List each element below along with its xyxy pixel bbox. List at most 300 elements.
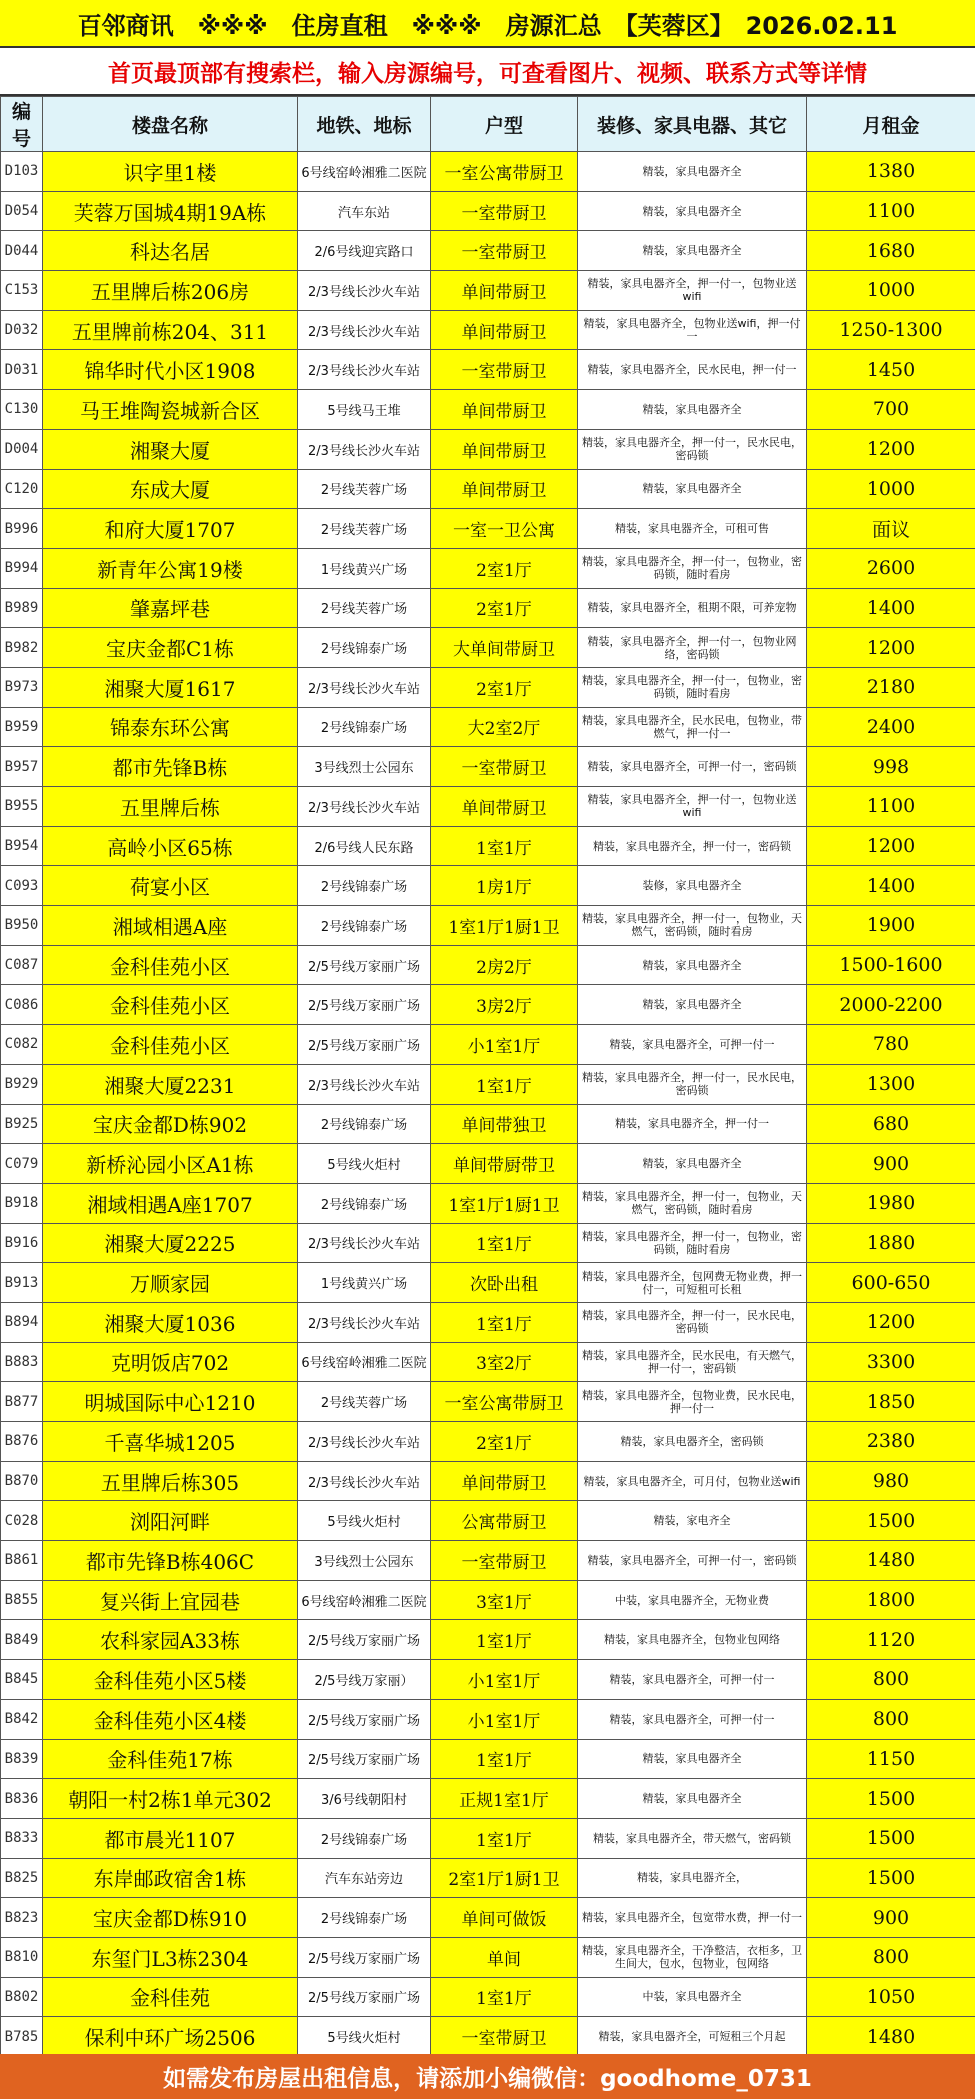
property-name: 东岸邮政宿舍1栋 — [43, 1858, 298, 1898]
metro-landmark: 2号线锦泰广场 — [298, 1898, 431, 1938]
listing-code: B861 — [1, 1541, 43, 1581]
property-name: 克明饭店702 — [43, 1342, 298, 1382]
table-row — [1, 1818, 975, 1858]
room-layout: 次卧出租 — [431, 1263, 578, 1303]
monthly-rent: 1050 — [807, 1977, 975, 2017]
listing-code: C086 — [1, 985, 43, 1025]
listing-code: B883 — [1, 1342, 43, 1382]
decoration-notes: 精装，家具电器齐全，包宽带水费，押一付一 — [578, 1898, 807, 1938]
listing-code: B825 — [1, 1858, 43, 1898]
decoration-notes: 精装，家具电器齐全 — [578, 390, 807, 430]
column-header-rent: 月租金 — [807, 97, 975, 152]
property-name: 农科家园A33栋 — [43, 1620, 298, 1660]
monthly-rent: 2000-2200 — [807, 985, 975, 1025]
metro-landmark: 2/5号线万家丽） — [298, 1660, 431, 1700]
listing-code: B913 — [1, 1263, 43, 1303]
property-name: 金科佳苑小区4楼 — [43, 1699, 298, 1739]
room-layout: 一室一卫公寓 — [431, 509, 578, 549]
monthly-rent: 1200 — [807, 429, 975, 469]
monthly-rent: 1480 — [807, 2017, 975, 2057]
monthly-rent: 680 — [807, 1104, 975, 1144]
property-name: 五里牌后栋 — [43, 787, 298, 827]
decoration-notes: 中装，家具电器齐全 — [578, 1977, 807, 2017]
decoration-notes: 精装，家具电器齐全 — [578, 231, 807, 271]
room-layout: 单间带厨卫 — [431, 390, 578, 430]
monthly-rent: 1120 — [807, 1620, 975, 1660]
monthly-rent: 2400 — [807, 707, 975, 747]
room-layout: 3室2厅 — [431, 1342, 578, 1382]
decoration-notes: 精装，家具电器齐全 — [578, 985, 807, 1025]
room-layout: 一室公寓带厨卫 — [431, 1382, 578, 1422]
table-row — [1, 1937, 975, 1977]
monthly-rent: 1680 — [807, 231, 975, 271]
room-layout: 单间带厨卫 — [431, 1461, 578, 1501]
property-name: 肇嘉坪巷 — [43, 588, 298, 628]
decoration-notes: 精装，家具电器齐全，押一付一，密码锁 — [578, 826, 807, 866]
property-name: 马王堆陶瓷城新合区 — [43, 390, 298, 430]
property-name: 东玺门L3栋2304 — [43, 1937, 298, 1977]
room-layout: 1室1厅1厨1卫 — [431, 1183, 578, 1223]
listing-code: B916 — [1, 1223, 43, 1263]
property-name: 浏阳河畔 — [43, 1501, 298, 1541]
room-layout: 一室公寓带厨卫 — [431, 152, 578, 192]
table-row — [1, 152, 975, 192]
monthly-rent: 2380 — [807, 1422, 975, 1462]
property-name: 千喜华城1205 — [43, 1422, 298, 1462]
listing-code: B785 — [1, 2017, 43, 2057]
monthly-rent: 1000 — [807, 271, 975, 311]
room-layout: 大2室2厅 — [431, 707, 578, 747]
table-row — [1, 1580, 975, 1620]
room-layout: 一室带厨卫 — [431, 231, 578, 271]
listing-code: C153 — [1, 271, 43, 311]
decoration-notes: 精装，家具电器齐全，民水民电，有天燃气，押一付一，密码锁 — [578, 1342, 807, 1382]
listing-code: B929 — [1, 1064, 43, 1104]
listings-table — [0, 96, 975, 2057]
decoration-notes: 精装，家具电器齐全 — [578, 1739, 807, 1779]
metro-landmark: 2/3号线长沙火车站 — [298, 271, 431, 311]
metro-landmark: 2号线锦泰广场 — [298, 628, 431, 668]
metro-landmark: 2/5号线万家丽广场 — [298, 1620, 431, 1660]
metro-landmark: 2/3号线长沙火车站 — [298, 1422, 431, 1462]
room-layout: 单间带厨卫 — [431, 310, 578, 350]
monthly-rent: 1450 — [807, 350, 975, 390]
room-layout: 2房2厅 — [431, 945, 578, 985]
listing-code: D054 — [1, 191, 43, 231]
decoration-notes: 精装，家具电器齐全，包物业送wifi，押一付一 — [578, 310, 807, 350]
room-layout: 1室1厅 — [431, 1064, 578, 1104]
table-row — [1, 1342, 975, 1382]
decoration-notes: 精装，家具电器齐全，押一付一，民水民电，密码锁 — [578, 1302, 807, 1342]
listing-code: B925 — [1, 1104, 43, 1144]
decoration-notes: 精装，家具电器齐全，民水民电，押一付一 — [578, 350, 807, 390]
monthly-rent: 1480 — [807, 1541, 975, 1581]
decoration-notes: 精装，家具电器齐全，押一付一，包物业送wifi — [578, 787, 807, 827]
decoration-notes: 精装，家具电器齐全，押一付一，包物业网络，密码锁 — [578, 628, 807, 668]
property-name: 芙蓉万国城4期19A栋 — [43, 191, 298, 231]
metro-landmark: 5号线马王堆 — [298, 390, 431, 430]
property-name: 复兴街上宜园巷 — [43, 1580, 298, 1620]
metro-landmark: 2号线锦泰广场 — [298, 1183, 431, 1223]
room-layout: 公寓带厨卫 — [431, 1501, 578, 1541]
property-name: 东成大厦 — [43, 469, 298, 509]
room-layout: 1室1厅 — [431, 826, 578, 866]
metro-landmark: 2/5号线万家丽广场 — [298, 945, 431, 985]
property-name: 金科佳苑小区 — [43, 945, 298, 985]
table-row — [1, 469, 975, 509]
table-header-row — [1, 97, 975, 152]
decoration-notes: 精装，家具电器齐全，押一付一，民水民电，密码锁 — [578, 1064, 807, 1104]
table-row — [1, 548, 975, 588]
metro-landmark: 2/3号线长沙火车站 — [298, 1302, 431, 1342]
table-row — [1, 1302, 975, 1342]
room-layout: 一室带厨卫 — [431, 350, 578, 390]
metro-landmark: 2/3号线长沙火车站 — [298, 787, 431, 827]
monthly-rent: 2180 — [807, 667, 975, 707]
monthly-rent: 1200 — [807, 826, 975, 866]
table-row — [1, 2017, 975, 2057]
property-name: 五里牌前栋204、311 — [43, 310, 298, 350]
property-name: 金科佳苑小区 — [43, 1025, 298, 1065]
monthly-rent: 1500 — [807, 1818, 975, 1858]
room-layout: 小1室1厅 — [431, 1025, 578, 1065]
property-name: 湘聚大厦 — [43, 429, 298, 469]
decoration-notes: 精装，家具电器齐全，干净整洁，衣柜多，卫生间大，包水，包物业，包网络 — [578, 1937, 807, 1977]
listing-code: D044 — [1, 231, 43, 271]
decoration-notes: 装修，家具电器齐全 — [578, 866, 807, 906]
monthly-rent: 700 — [807, 390, 975, 430]
metro-landmark: 2/3号线长沙火车站 — [298, 1064, 431, 1104]
room-layout: 单间带厨卫 — [431, 469, 578, 509]
property-name: 万顺家园 — [43, 1263, 298, 1303]
property-name: 识字里1楼 — [43, 152, 298, 192]
property-name: 朝阳一村2栋1单元302 — [43, 1779, 298, 1819]
metro-landmark: 2号线芙蓉广场 — [298, 509, 431, 549]
metro-landmark: 1号线黄兴广场 — [298, 548, 431, 588]
decoration-notes: 精装，家具电器齐全，押一付一，包物业，天燃气，密码锁，随时看房 — [578, 1183, 807, 1223]
monthly-rent: 1400 — [807, 866, 975, 906]
property-name: 湘聚大厦2231 — [43, 1064, 298, 1104]
column-header-code: 编号 — [1, 97, 43, 152]
property-name: 新青年公寓19楼 — [43, 548, 298, 588]
listing-code: B955 — [1, 787, 43, 827]
metro-landmark: 2号线芙蓉广场 — [298, 469, 431, 509]
table-row — [1, 1739, 975, 1779]
property-name: 宝庆金都D栋910 — [43, 1898, 298, 1938]
room-layout: 正规1室1厅 — [431, 1779, 578, 1819]
decoration-notes: 精装，家具电器齐全，民水民电，包物业，带燃气，押一付一 — [578, 707, 807, 747]
room-layout: 单间可做饭 — [431, 1898, 578, 1938]
property-name: 湘聚大厦1036 — [43, 1302, 298, 1342]
metro-landmark: 2号线锦泰广场 — [298, 1818, 431, 1858]
metro-landmark: 6号线窑岭湘雅二医院 — [298, 1580, 431, 1620]
listing-code: B802 — [1, 1977, 43, 2017]
monthly-rent: 1400 — [807, 588, 975, 628]
decoration-notes: 精装，家具电器齐全 — [578, 469, 807, 509]
room-layout: 2室1厅1厨1卫 — [431, 1858, 578, 1898]
metro-landmark: 2号线锦泰广场 — [298, 1104, 431, 1144]
metro-landmark: 3/6号线朝阳村 — [298, 1779, 431, 1819]
column-header-layout: 户型 — [431, 97, 578, 152]
room-layout: 1室1厅 — [431, 1739, 578, 1779]
property-name: 和府大厦1707 — [43, 509, 298, 549]
metro-landmark: 2/3号线长沙火车站 — [298, 1223, 431, 1263]
metro-landmark: 3号线烈士公园东 — [298, 1541, 431, 1581]
decoration-notes: 精装，家具电器齐全，包网费无物业费，押一付一，可短租可长租 — [578, 1263, 807, 1303]
room-layout: 3房2厅 — [431, 985, 578, 1025]
table-row — [1, 271, 975, 311]
room-layout: 小1室1厅 — [431, 1660, 578, 1700]
room-layout: 1室1厅 — [431, 1223, 578, 1263]
table-row — [1, 1422, 975, 1462]
column-header-location: 地铁、地标 — [298, 97, 431, 152]
property-name: 宝庆金都C1栋 — [43, 628, 298, 668]
metro-landmark: 2/6号线人民东路 — [298, 826, 431, 866]
table-row — [1, 1977, 975, 2017]
metro-landmark: 6号线窑岭湘雅二医院 — [298, 1342, 431, 1382]
table-row — [1, 667, 975, 707]
metro-landmark: 2/5号线万家丽广场 — [298, 1937, 431, 1977]
monthly-rent: 800 — [807, 1660, 975, 1700]
monthly-rent: 1200 — [807, 1302, 975, 1342]
column-header-name: 楼盘名称 — [43, 97, 298, 152]
monthly-rent: 998 — [807, 747, 975, 787]
metro-landmark: 2/5号线万家丽广场 — [298, 1699, 431, 1739]
table-row — [1, 1699, 975, 1739]
property-name: 都市先锋B栋406C — [43, 1541, 298, 1581]
listing-code: B870 — [1, 1461, 43, 1501]
metro-landmark: 2/5号线万家丽广场 — [298, 1025, 431, 1065]
property-name: 五里牌后栋305 — [43, 1461, 298, 1501]
contact-footer: 如需发布房屋出租信息，请添加小编微信：goodhome_0731 — [0, 2054, 975, 2099]
decoration-notes: 精装，家具电器齐全，可押一付一 — [578, 1025, 807, 1065]
property-name: 湘域相遇A座1707 — [43, 1183, 298, 1223]
property-name: 金科佳苑 — [43, 1977, 298, 2017]
listing-code: B996 — [1, 509, 43, 549]
table-row — [1, 509, 975, 549]
table-row — [1, 1025, 975, 1065]
monthly-rent: 900 — [807, 1144, 975, 1184]
metro-landmark: 5号线火炬村 — [298, 2017, 431, 2057]
listing-code: B982 — [1, 628, 43, 668]
decoration-notes: 中装，家具电器齐全，无物业费 — [578, 1580, 807, 1620]
monthly-rent: 1300 — [807, 1064, 975, 1104]
monthly-rent: 1800 — [807, 1580, 975, 1620]
table-row — [1, 1263, 975, 1303]
listing-code: C087 — [1, 945, 43, 985]
listing-code: B973 — [1, 667, 43, 707]
decoration-notes: 精装，家具电器齐全 — [578, 152, 807, 192]
listing-code: C120 — [1, 469, 43, 509]
table-row — [1, 310, 975, 350]
monthly-rent: 2600 — [807, 548, 975, 588]
table-row — [1, 747, 975, 787]
property-name: 科达名居 — [43, 231, 298, 271]
metro-landmark: 2号线锦泰广场 — [298, 866, 431, 906]
property-name: 高岭小区65栋 — [43, 826, 298, 866]
table-row — [1, 191, 975, 231]
monthly-rent: 1900 — [807, 906, 975, 946]
property-name: 锦华时代小区1908 — [43, 350, 298, 390]
monthly-rent: 1850 — [807, 1382, 975, 1422]
table-row — [1, 985, 975, 1025]
table-row — [1, 945, 975, 985]
table-row — [1, 1461, 975, 1501]
room-layout: 大单间带厨卫 — [431, 628, 578, 668]
metro-landmark: 5号线火炬村 — [298, 1144, 431, 1184]
monthly-rent: 1100 — [807, 191, 975, 231]
decoration-notes: 精装，家具电器齐全，押一付一 — [578, 1104, 807, 1144]
table-row — [1, 1898, 975, 1938]
listing-code: B959 — [1, 707, 43, 747]
metro-landmark: 2号线芙蓉广场 — [298, 1382, 431, 1422]
table-row — [1, 1144, 975, 1184]
table-row — [1, 1064, 975, 1104]
property-name: 宝庆金都D栋902 — [43, 1104, 298, 1144]
monthly-rent: 1500-1600 — [807, 945, 975, 985]
monthly-rent: 面议 — [807, 509, 975, 549]
listing-code: C028 — [1, 1501, 43, 1541]
metro-landmark: 2/3号线长沙火车站 — [298, 310, 431, 350]
monthly-rent: 1500 — [807, 1501, 975, 1541]
property-name: 湘聚大厦1617 — [43, 667, 298, 707]
room-layout: 单间带厨卫 — [431, 429, 578, 469]
room-layout: 1室1厅 — [431, 1620, 578, 1660]
table-row — [1, 707, 975, 747]
decoration-notes: 精装，家具电器齐全，带天燃气，密码锁 — [578, 1818, 807, 1858]
property-name: 湘聚大厦2225 — [43, 1223, 298, 1263]
metro-landmark: 2/5号线万家丽广场 — [298, 985, 431, 1025]
decoration-notes: 精装，家具电器齐全，包物业费，民水民电，押一付一 — [578, 1382, 807, 1422]
room-layout: 1室1厅 — [431, 1302, 578, 1342]
decoration-notes: 精装，家具电器齐全，可租可售 — [578, 509, 807, 549]
room-layout: 1房1厅 — [431, 866, 578, 906]
listing-code: B839 — [1, 1739, 43, 1779]
decoration-notes: 精装，家具电器齐全，押一付一，民水民电，密码锁 — [578, 429, 807, 469]
decoration-notes: 精装，家具电器齐全 — [578, 191, 807, 231]
monthly-rent: 1250-1300 — [807, 310, 975, 350]
room-layout: 小1室1厅 — [431, 1699, 578, 1739]
metro-landmark: 2/6号线迎宾路口 — [298, 231, 431, 271]
decoration-notes: 精装，家具电器齐全，可月付，包物业送wifi — [578, 1461, 807, 1501]
room-layout: 单间带独卫 — [431, 1104, 578, 1144]
table-row — [1, 787, 975, 827]
room-layout: 单间带厨带卫 — [431, 1144, 578, 1184]
decoration-notes: 精装，家具电器齐全，可短租三个月起 — [578, 2017, 807, 2057]
room-layout: 1室1厅1厨1卫 — [431, 906, 578, 946]
table-row — [1, 1620, 975, 1660]
table-row — [1, 1382, 975, 1422]
listing-code: B845 — [1, 1660, 43, 1700]
decoration-notes: 精装，家具电器齐全，押一付一，包物业，天燃气，密码锁，随时看房 — [578, 906, 807, 946]
listing-code: C130 — [1, 390, 43, 430]
table-row — [1, 866, 975, 906]
listing-code: B950 — [1, 906, 43, 946]
listing-code: D031 — [1, 350, 43, 390]
monthly-rent: 1380 — [807, 152, 975, 192]
table-row — [1, 1541, 975, 1581]
room-layout: 2室1厅 — [431, 548, 578, 588]
metro-landmark: 2号线锦泰广场 — [298, 707, 431, 747]
room-layout: 2室1厅 — [431, 588, 578, 628]
property-name: 明城国际中心1210 — [43, 1382, 298, 1422]
table-row — [1, 826, 975, 866]
property-name: 五里牌后栋206房 — [43, 271, 298, 311]
room-layout: 单间带厨卫 — [431, 271, 578, 311]
listing-code: C082 — [1, 1025, 43, 1065]
property-name: 金科佳苑小区 — [43, 985, 298, 1025]
metro-landmark: 汽车东站旁边 — [298, 1858, 431, 1898]
decoration-notes: 精装，家具电器齐全 — [578, 1144, 807, 1184]
decoration-notes: 精装，家具电器齐全，密码锁 — [578, 1422, 807, 1462]
monthly-rent: 600-650 — [807, 1263, 975, 1303]
monthly-rent: 1200 — [807, 628, 975, 668]
decoration-notes: 精装，家具电器齐全，租期不限，可养宠物 — [578, 588, 807, 628]
listing-code: D103 — [1, 152, 43, 192]
decoration-notes: 精装，家具电器齐全 — [578, 945, 807, 985]
listing-code: C093 — [1, 866, 43, 906]
decoration-notes: 精装，家具电器齐全，押一付一，包物业，密码锁，随时看房 — [578, 667, 807, 707]
property-name: 保利中环广场2506 — [43, 2017, 298, 2057]
table-row — [1, 231, 975, 271]
listing-code: D032 — [1, 310, 43, 350]
metro-landmark: 2/3号线长沙火车站 — [298, 350, 431, 390]
table-row — [1, 588, 975, 628]
metro-landmark: 2/5号线万家丽广场 — [298, 1739, 431, 1779]
room-layout: 一室带厨卫 — [431, 191, 578, 231]
property-name: 荷宴小区 — [43, 866, 298, 906]
listing-code: B957 — [1, 747, 43, 787]
room-layout: 一室带厨卫 — [431, 747, 578, 787]
table-row — [1, 1779, 975, 1819]
monthly-rent: 1980 — [807, 1183, 975, 1223]
table-row — [1, 1223, 975, 1263]
metro-landmark: 2号线芙蓉广场 — [298, 588, 431, 628]
property-name: 金科佳苑17栋 — [43, 1739, 298, 1779]
monthly-rent: 3300 — [807, 1342, 975, 1382]
listing-code: B823 — [1, 1898, 43, 1938]
metro-landmark: 2/5号线万家丽广场 — [298, 1977, 431, 2017]
monthly-rent: 1880 — [807, 1223, 975, 1263]
monthly-rent: 980 — [807, 1461, 975, 1501]
metro-landmark: 6号线窑岭湘雅二医院 — [298, 152, 431, 192]
listing-code: C079 — [1, 1144, 43, 1184]
room-layout: 1室1厅 — [431, 1818, 578, 1858]
metro-landmark: 2/3号线长沙火车站 — [298, 667, 431, 707]
listing-code: B954 — [1, 826, 43, 866]
room-layout: 1室1厅 — [431, 1977, 578, 2017]
decoration-notes: 精装，家具电器齐全，押一付一，包物业送wifi — [578, 271, 807, 311]
room-layout: 一室带厨卫 — [431, 1541, 578, 1581]
table-row — [1, 628, 975, 668]
decoration-notes: 精装，家具电器齐全，可押一付一 — [578, 1660, 807, 1700]
listing-code: B877 — [1, 1382, 43, 1422]
property-name: 新桥沁园小区A1栋 — [43, 1144, 298, 1184]
room-layout: 3室1厅 — [431, 1580, 578, 1620]
property-name: 金科佳苑小区5楼 — [43, 1660, 298, 1700]
room-layout: 2室1厅 — [431, 1422, 578, 1462]
decoration-notes: 精装，家具电器齐全，押一付一，包物业，密码锁，随时看房 — [578, 1223, 807, 1263]
column-header-decoration: 装修、家具电器、其它 — [578, 97, 807, 152]
metro-landmark: 汽车东站 — [298, 191, 431, 231]
monthly-rent: 1500 — [807, 1779, 975, 1819]
table-row — [1, 1501, 975, 1541]
decoration-notes: 精装，家具电器齐全，押一付一，包物业，密码锁，随时看房 — [578, 548, 807, 588]
room-layout: 单间 — [431, 1937, 578, 1977]
table-row — [1, 429, 975, 469]
metro-landmark: 2号线锦泰广场 — [298, 906, 431, 946]
decoration-notes: 精装，家具电器齐全，可押一付一，密码锁 — [578, 747, 807, 787]
